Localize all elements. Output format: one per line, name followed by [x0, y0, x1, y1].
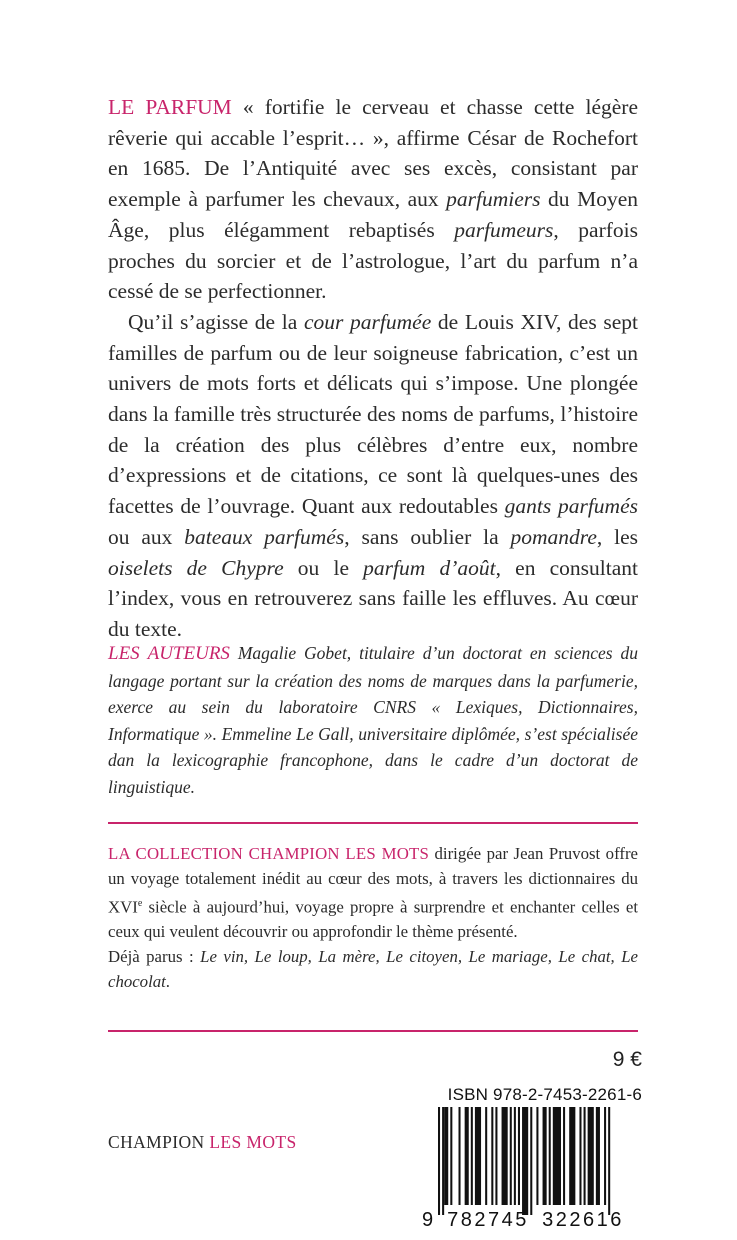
barcode-bar — [522, 1107, 528, 1215]
barcode-bar — [536, 1107, 538, 1205]
price: 9 € — [612, 1048, 642, 1071]
barcode-bar — [584, 1107, 586, 1205]
barcode-bar — [495, 1107, 497, 1205]
barcode-bar — [485, 1107, 487, 1205]
barcode-bar — [502, 1107, 508, 1205]
barcode-bar — [563, 1107, 565, 1205]
logo-champion: CHAMPION — [108, 1132, 205, 1152]
barcode-bar — [450, 1107, 452, 1205]
barcode-bar — [588, 1107, 594, 1205]
authors-text: Magalie Gobet, titulaire d’un doctorat en sciences du langage portant sur la création des noms de marques dans la parfumerie, exerce au sein du laboratoire CNRS « Lexiques, Dictionnaires, Informatique ». Emmeline Le Gall, universitaire diplômée, s’est spécialisée dan la lexicographie francophone, dans le cadre d’un doctorat de linguistique. — [108, 643, 638, 797]
barcode-bar — [471, 1107, 473, 1205]
barcode-first-digit: 9 — [422, 1209, 434, 1229]
already-published: Déjà parus : Le vin, Le loup, La mère, Le citoyen, Le mariage, Le chat, Le chocolat. — [108, 946, 638, 991]
divider-bottom — [108, 1030, 638, 1032]
publisher-logo — [108, 1132, 297, 1153]
barcode-bar — [444, 1107, 448, 1205]
isbn-number: ISBN 978-2-7453-2261-6 — [447, 1085, 642, 1104]
barcode-bar — [465, 1107, 469, 1205]
summary-paragraph-1: LE PARFUM « fortifie le cerveau et chasse cette légère rêverie qui accable l’esprit… », affirme César de Rochefort en 1685. De l’Antiquité avec ses excès, consistant par exemple à parfumer les chevaux, aux parfumiers du Moyen Âge, plus élégamment rebaptisés parfumeurs, parfois proches du sorcier et de l’astrologue, l’art du parfum n’a cessé de se perfectionner. — [108, 95, 638, 304]
barcode-bar — [604, 1107, 606, 1205]
barcode-bar — [579, 1107, 581, 1205]
authors-label: LES AUTEURS — [108, 643, 230, 664]
barcode-right-digits: 322616 — [542, 1209, 624, 1229]
barcode-bar — [510, 1107, 512, 1205]
collection-description: LA COLLECTION CHAMPION LES MOTS dirigée par Jean Pruvost offre un voyage totalement inédit au cœur des mots, à travers les dictionnaires du XVIe siècle à aujourd’hui, voyage propre à surprendre et enchanter celles et ceux qui veulent découvrir ou approfondir le thème présenté. — [108, 844, 638, 941]
barcode — [420, 1107, 642, 1229]
barcode-bar — [608, 1107, 610, 1215]
barcode-bar — [459, 1107, 461, 1205]
barcode-bar — [475, 1107, 481, 1205]
barcode-bar — [442, 1107, 444, 1215]
barcode-graphic — [420, 1107, 642, 1229]
barcode-bar — [518, 1107, 520, 1205]
summary-lead: LE PARFUM — [108, 95, 232, 119]
collection-section — [108, 842, 638, 994]
barcode-bar — [569, 1107, 575, 1205]
barcode-bar — [491, 1107, 493, 1205]
barcode-bar — [530, 1107, 532, 1215]
barcode-bar — [438, 1107, 440, 1215]
logo-les-mots: LES MOTS — [209, 1132, 297, 1152]
barcode-bar — [549, 1107, 551, 1205]
divider-top — [108, 822, 638, 824]
collection-label: LA COLLECTION CHAMPION LES MOTS — [108, 844, 429, 863]
barcode-bar — [543, 1107, 547, 1205]
barcode-left-digits: 782745 — [447, 1209, 529, 1229]
barcode-bar — [553, 1107, 561, 1205]
summary-paragraph-2: Qu’il s’agisse de la cour parfumée de Louis XIV, des sept familles de parfum ou de leur soigneuse fabrication, c’est un univers de mots forts et délicats qui s’impose. Une plongée dans la famille très structurée des noms de parfums, l’histoire de la création des plus célèbres d’entre eux, nombre d’expressions et de citations, ce sont là quelques-unes des facettes de l’ouvrage. Quant aux redoutables gants parfumés ou aux bateaux parfumés, sans oublier la pomandre, les oiselets de Chypre ou le parfum d’août, en consultant l’index, vous en retrouverez sans faille les effluves. Au cœur du texte. — [108, 309, 638, 641]
back-cover-summary — [108, 92, 638, 645]
barcode-bar — [596, 1107, 600, 1205]
barcode-bar — [514, 1107, 516, 1205]
authors-section — [108, 640, 638, 800]
